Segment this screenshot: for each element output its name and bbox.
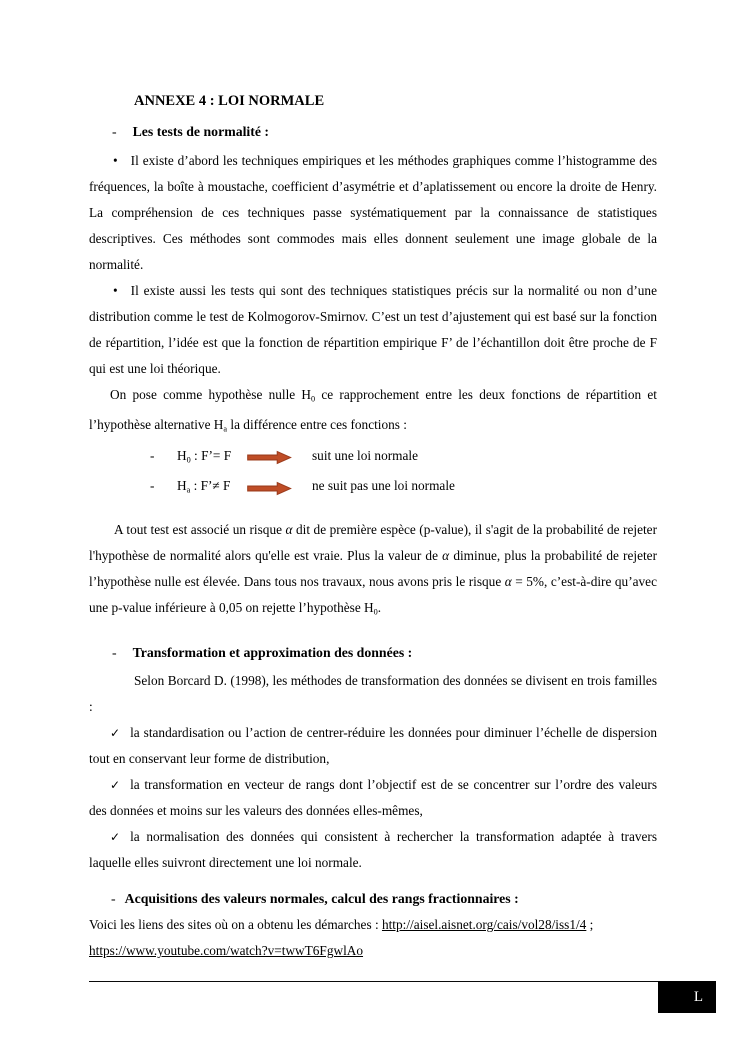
section-heading-transformation [89,640,657,666]
youtube-link[interactable]: https://www.youtube.com/watch?v=twwT6FgwlAo [89,943,364,959]
formula-run: : F’= F [190,447,232,463]
alpha-para-run: = 5%, c’est-à-dire qu’avec une p-value inférieure à 0,05 on rejette l’hypothèse H [89,574,657,616]
check-icon: ✓ [110,778,121,793]
page-number: L [693,989,703,1005]
section-heading-tests [89,119,657,145]
check-icon: ✓ [110,726,121,741]
links-separator: ; [586,917,594,933]
page-title: ANNEXE 4 : LOI NORMALE [134,93,325,109]
alpha-para-run: dit de première espèce (p-value), il s'agit de la probabilité de rejeter l'hypothèse de normalité alors qu'elle est vraie. Plus la valeur de [89,522,658,564]
bullet-paragraph-empirical-text: Il existe d’abord les techniques empiriques et les méthodes graphiques comme l’histogramme des fréquences, la boîte à moustache, coefficient d’asymétrie et d’aplatissement ou encore la droite de Henry. La compréhension de ces techniques passe systématiquement par la connaissance de statistiques descriptives. Ces méthodes sont commodes mais elles donnent seulement une image globale de la normalité. [89,153,657,272]
list-dash: - [112,124,117,139]
bullet-paragraph-tests [89,278,657,382]
alpha-symbol: α [442,548,450,564]
formula-run: : F’≠ F [190,477,231,493]
list-dash: - [111,891,116,907]
paragraph-hypothesis-intro [89,382,657,443]
bullet-paragraph-tests-text: Il existe aussi les tests qui sont des techniques statistiques précis sur la normalité ou non d’une distribution comme le test de Kolmogorov-Smirnov. C’est un test d’ajustement qui est basé sur la fonction de répartition, l’idée est que la fonction de répartition empirique F’ de l’échantillon doit être proche de F qui est une loi théorique. [89,283,657,376]
footer-rule [89,981,658,982]
section-heading-tests-label: Les tests de normalité : [132,124,270,139]
bullet-icon: • [113,283,118,298]
bullet-icon: • [113,153,118,168]
bullet-paragraph-empirical [89,148,657,278]
check-item-text: la normalisation des données qui consistent à rechercher la transformation adaptée à travers laquelle elles suivront directement une loi normale. [89,829,657,871]
alpha-para-run: diminue, plus la probabilité de rejeter l’hypothèse nulle est élevée. Dans tous nos travaux, nous avons pris le risque [89,548,657,590]
alpha-symbol: α [504,574,512,590]
hypothesis-formula-ha [177,473,247,503]
section-heading-acquisitions [89,886,657,912]
right-arrow-shape [248,482,291,494]
document-content [89,88,657,964]
subscript: a [186,485,191,495]
hypothesis-label-h0: suit une loi normale [312,447,418,463]
links-prefix: Voici les liens des sites où on a obtenu les démarches : [89,917,382,933]
subscript: 0 [311,394,316,404]
subscript: 0 [373,607,378,617]
check-item-normalisation [89,824,657,876]
list-dash: - [150,447,155,463]
paragraph-links [89,912,657,964]
right-arrow-shape [248,452,291,464]
check-icon: ✓ [110,830,121,845]
paragraph-selon-borcard: Selon Borcard D. (1998), les méthodes de transformation des données se divisent en trois familles : [89,673,657,715]
hypothesis-intro-run: On pose comme hypothèse nulle H [110,387,312,402]
subscript: 0 [186,454,191,464]
hypothesis-row-h0 [89,443,657,473]
alpha-symbol: α [285,522,293,538]
formula-run: H [177,477,187,493]
right-arrow-icon [247,473,312,503]
check-item-standardisation [89,720,657,772]
section-heading-transformation-label: Transformation et approximation des données : [132,645,413,661]
right-arrow-icon [247,443,312,473]
aisel-link[interactable]: http://aisel.aisnet.org/cais/vol28/iss1/4 [381,917,587,933]
hypothesis-formula-h0 [177,443,247,473]
hypothesis-intro-run: ce rapprochement entre les deux fonctions de répartition et l’hypothèse alternative H [89,387,657,433]
alpha-para-run: A tout test est associé un risque [114,522,286,538]
check-item-text: la standardisation ou l’action de centrer-réduire les données pour diminuer l’échelle de dispersion tout en conservant leur forme de distribution, [89,725,657,767]
formula-run: H [177,447,187,463]
check-item-text: la transformation en vecteur de rangs dont l’objectif est de se concentrer sur l’ordre des valeurs des données et moins sur les valeurs des données elles-mêmes, [89,777,657,819]
hypothesis-row-ha [89,473,657,503]
hypothesis-intro-run: la différence entre ces fonctions : [227,417,407,433]
list-dash: - [150,477,155,493]
check-item-rangs [89,772,657,824]
hypothesis-label-ha: ne suit pas une loi normale [312,477,455,493]
list-dash: - [112,645,117,661]
page-number-box [658,981,716,1013]
alpha-para-run: . [377,600,382,616]
subscript: a [223,424,228,434]
paragraph-alpha-risk [89,517,657,625]
section-heading-acquisitions-label: Acquisitions des valeurs normales, calcul des rangs fractionnaires : [124,891,519,907]
